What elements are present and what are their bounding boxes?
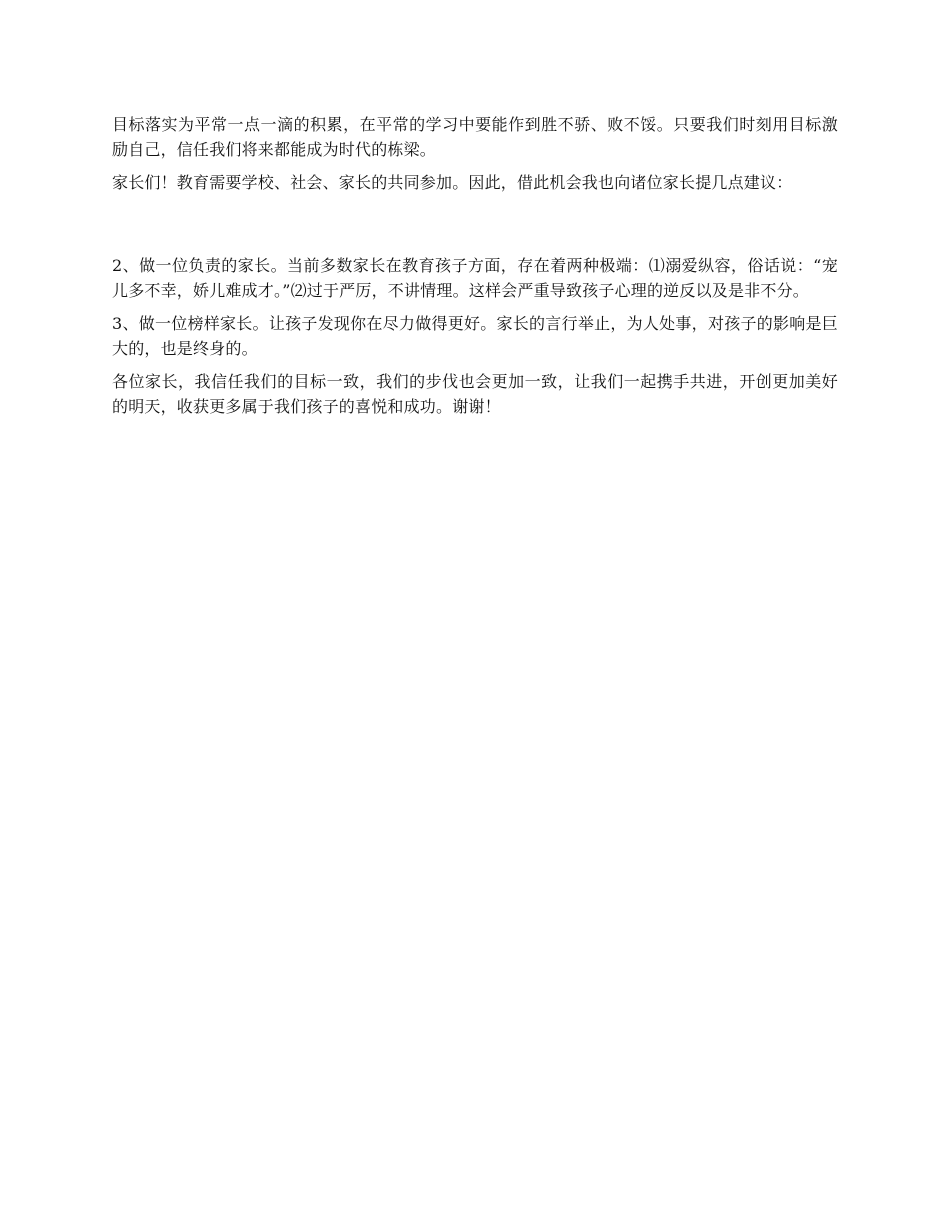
- paragraph-goals: 目标落实为平常一点一滴的积累，在平常的学习中要能作到胜不骄、败不馁。只要我们时刻用目标激励自己，信任我们将来都能成为时代的栋梁。: [112, 115, 838, 159]
- blank-space: [112, 195, 838, 253]
- document-body: [112, 112, 838, 419]
- paragraph-spacer: [112, 361, 838, 369]
- paragraph-spacer: [112, 303, 838, 311]
- paragraph-parents-intro: 家长们！教育需要学校、社会、家长的共同参加。因此，借此机会我也向诸位家长提几点建议：: [112, 173, 793, 192]
- paragraph-closing: 各位家长，我信任我们的目标一致，我们的步伐也会更加一致，让我们一起携手共进，开创更加美好的明天，收获更多属于我们孩子的喜悦和成功。谢谢！: [112, 372, 838, 416]
- paragraph-spacer: [112, 162, 838, 170]
- paragraph-suggestion-3: 3、做一位榜样家长。让孩子发现你在尽力做得更好。家长的言行举止，为人处事，对孩子的影响是巨大的，也是终身的。: [112, 314, 838, 358]
- paragraph-suggestion-2: 2、做一位负责的家长。当前多数家长在教育孩子方面，存在着两种极端：⑴溺爱纵容，俗话说：“宠儿多不幸，娇儿难成才。”⑵过于严厉，不讲情理。这样会严重导致孩子心理的逆反以及是非不分。: [112, 256, 838, 300]
